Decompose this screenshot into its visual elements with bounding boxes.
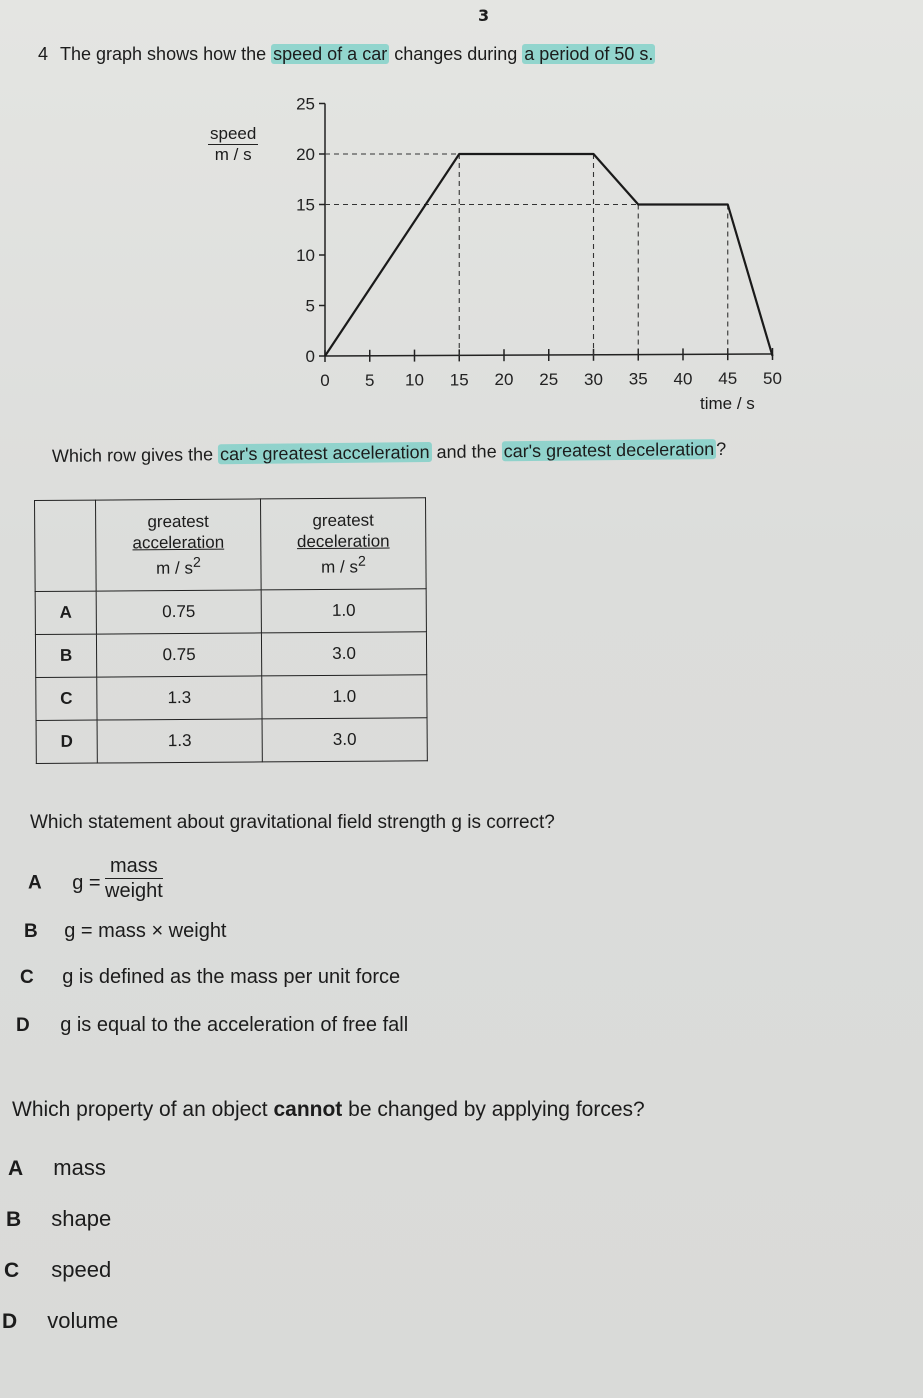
row-key: B (35, 634, 96, 677)
y-tick-label: 0 (305, 347, 315, 366)
table-row[interactable] (35, 589, 426, 635)
gravity-question: Which statement about gravitational field strength g is correct? (30, 812, 555, 833)
x-tick-label: 15 (449, 370, 469, 390)
option-a[interactable]: A g = $\frac{\text{mass}}{\text{weight}}$ (28, 855, 163, 902)
acc-cell: 0.75 (96, 633, 261, 677)
question-stem: The graph shows how the speed of a car changes during a period of 50 s. (60, 44, 654, 64)
row-key: D (36, 720, 97, 763)
header-deceleration: greatest deceleration m / $s^2$ (260, 498, 426, 590)
option-c[interactable]: C g is defined as the mass per unit force (20, 966, 401, 988)
dec-cell: 3.0 (261, 632, 426, 676)
option-a-prefix: g = (72, 871, 101, 894)
x-tick-label: 45 (718, 369, 738, 389)
x-tick-label: 5 (365, 370, 375, 390)
table-question: Which row gives the car's greatest acceleration and the car's greatest deceleration? (51, 438, 727, 466)
forces-question: Which property of an object cannot be changed by applying forces? (12, 1098, 645, 1121)
table-row[interactable] (35, 632, 426, 678)
y-tick-label: 25 (296, 94, 315, 114)
header-acceleration: greatest acceleration m / $s^2$ (96, 499, 262, 591)
acc-cell: 1.3 (97, 676, 262, 720)
table-corner (35, 500, 97, 591)
dec-cell: 1.0 (261, 589, 426, 633)
table-row[interactable] (36, 718, 427, 764)
option-d[interactable]: D volume (2, 1308, 119, 1333)
y-axis-label: speed m / s (210, 124, 257, 164)
y-tick-label: 15 (296, 195, 315, 215)
dec-cell: 3.0 (262, 718, 427, 762)
x-tick-label: 0 (320, 371, 330, 390)
option-a[interactable]: A mass (8, 1155, 106, 1180)
option-b[interactable]: B g = mass × weight (24, 920, 227, 942)
option-c[interactable]: C speed (4, 1257, 112, 1282)
acc-cell: 1.3 (97, 719, 262, 763)
x-tick-label: 40 (673, 369, 693, 389)
question-number: 4 (38, 44, 49, 64)
option-b[interactable]: B shape (6, 1206, 112, 1231)
dec-cell: 1.0 (262, 675, 427, 719)
y-tick-label: 10 (296, 246, 315, 265)
y-tick-label: 20 (296, 145, 315, 164)
mass-weight-fraction: $\frac{\text{mass}}{\text{weight}}$ (105, 855, 163, 902)
acc-cell: 0.75 (96, 590, 261, 634)
x-axis-label: time / s (700, 394, 755, 413)
y-tick-label: 5 (305, 296, 315, 316)
x-tick-label: 35 (628, 369, 648, 389)
option-d[interactable]: D g is equal to the acceleration of free fall (16, 1014, 409, 1036)
x-tick-label: 30 (584, 369, 603, 389)
table-row[interactable] (36, 675, 427, 721)
x-tick-label: 20 (494, 370, 514, 390)
answer-table (34, 497, 428, 764)
page-number: 3 (478, 6, 490, 25)
x-tick-label: 25 (539, 370, 559, 389)
speed-line (325, 154, 773, 356)
x-tick-label: 10 (405, 370, 424, 390)
x-tick-label: 50 (763, 369, 782, 388)
speed-time-graph (270, 90, 800, 390)
row-key: A (35, 591, 96, 634)
row-key: C (36, 677, 97, 720)
